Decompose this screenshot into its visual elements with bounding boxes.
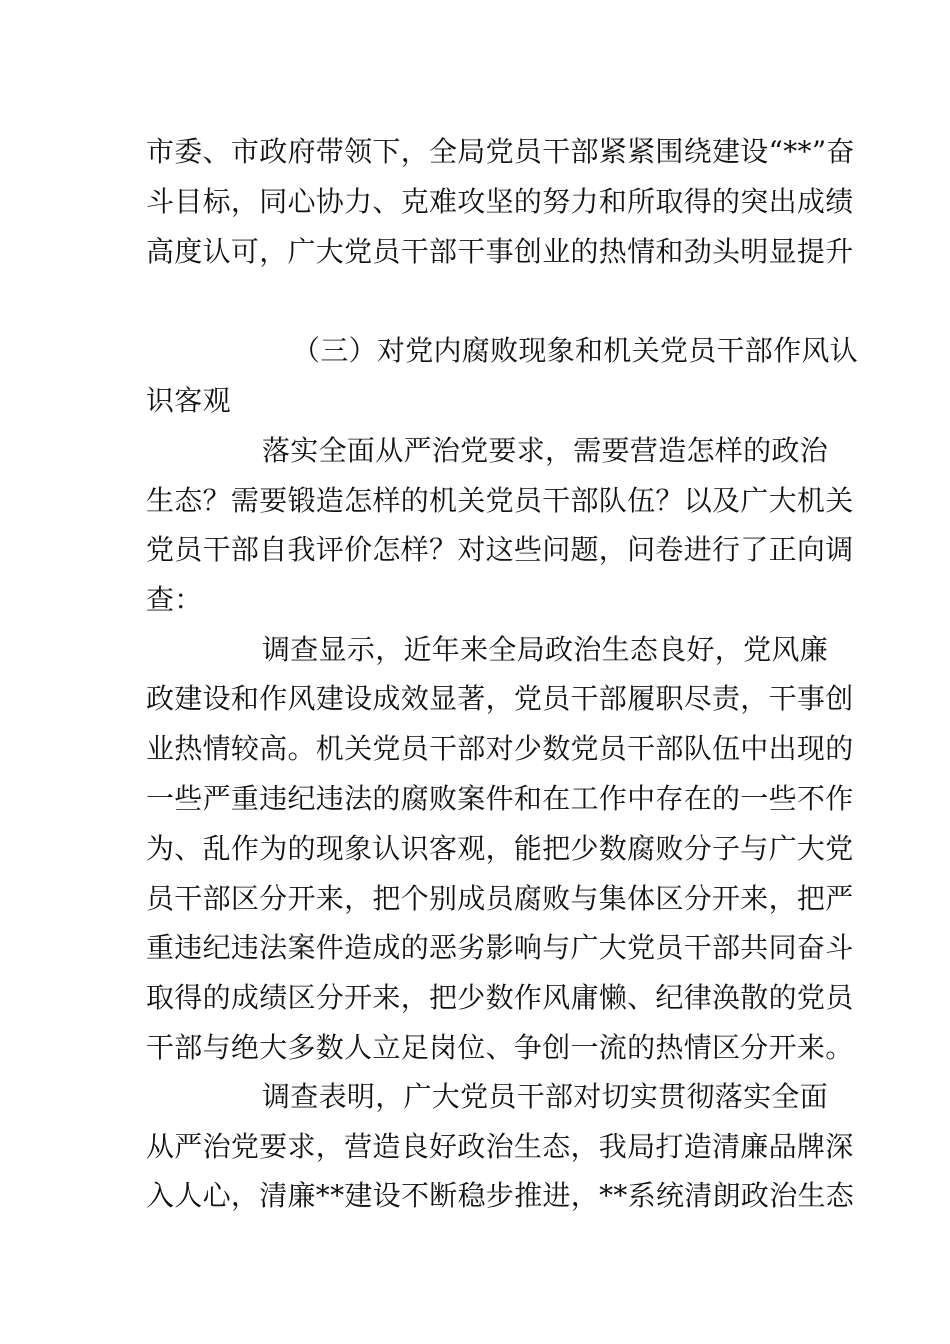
text-line: 从严治党要求，营造良好政治生态，我局打造清廉品牌深 <box>146 1130 854 1163</box>
text-line: 重违纪违法案件造成的恶劣影响与广大党员干部共同奋斗 <box>146 931 854 964</box>
section-heading: （三）对党内腐败现象和机关党员干部作风认 <box>292 334 859 367</box>
text-line: 生态？需要锻造怎样的机关党员干部队伍？以及广大机关 <box>146 484 854 517</box>
paragraph-first-line: 调查显示，近年来全局政治生态良好，党风廉 <box>262 633 829 666</box>
paragraph-first-line: 调查表明，广大党员干部对切实贯彻落实全面 <box>262 1080 829 1113</box>
text-line: 政建设和作风建设成效显著，党员干部履职尽责，干事创 <box>146 682 854 715</box>
text-line: 取得的成绩区分开来，把少数作风庸懒、纪律涣散的党员 <box>146 981 854 1014</box>
text-line: 业热情较高。机关党员干部对少数党员干部队伍中出现的 <box>146 732 854 765</box>
text-line: 入人心，清廉**建设不断稳步推进，**系统清朗政治生态 <box>146 1179 855 1212</box>
text-line: 查： <box>146 583 203 616</box>
paragraph-first-line: 落实全面从严治党要求，需要营造怎样的政治 <box>262 434 829 467</box>
text-line: 干部与绝大多数人立足岗位、争创一流的热情区分开来。 <box>146 1031 854 1064</box>
text-line: 为、乱作为的现象认识客观，能把少数腐败分子与广大党 <box>146 832 854 865</box>
text-line: 员干部区分开来，把个别成员腐败与集体区分开来，把严 <box>146 882 854 915</box>
text-line: 高度认可，广大党员干部干事创业的热情和劲头明显提升 <box>146 235 854 268</box>
text-line: 一些严重违纪违法的腐败案件和在工作中存在的一些不作 <box>146 782 854 815</box>
section-heading-continuation: 识客观 <box>146 384 231 417</box>
text-line: 市委、市政府带领下，全局党员干部紧紧围绕建设“**”奋 <box>146 135 855 168</box>
text-line: 党员干部自我评价怎样？对这些问题，问卷进行了正向调 <box>146 533 854 566</box>
text-line: 斗目标，同心协力、克难攻坚的努力和所取得的突出成绩 <box>146 185 854 218</box>
